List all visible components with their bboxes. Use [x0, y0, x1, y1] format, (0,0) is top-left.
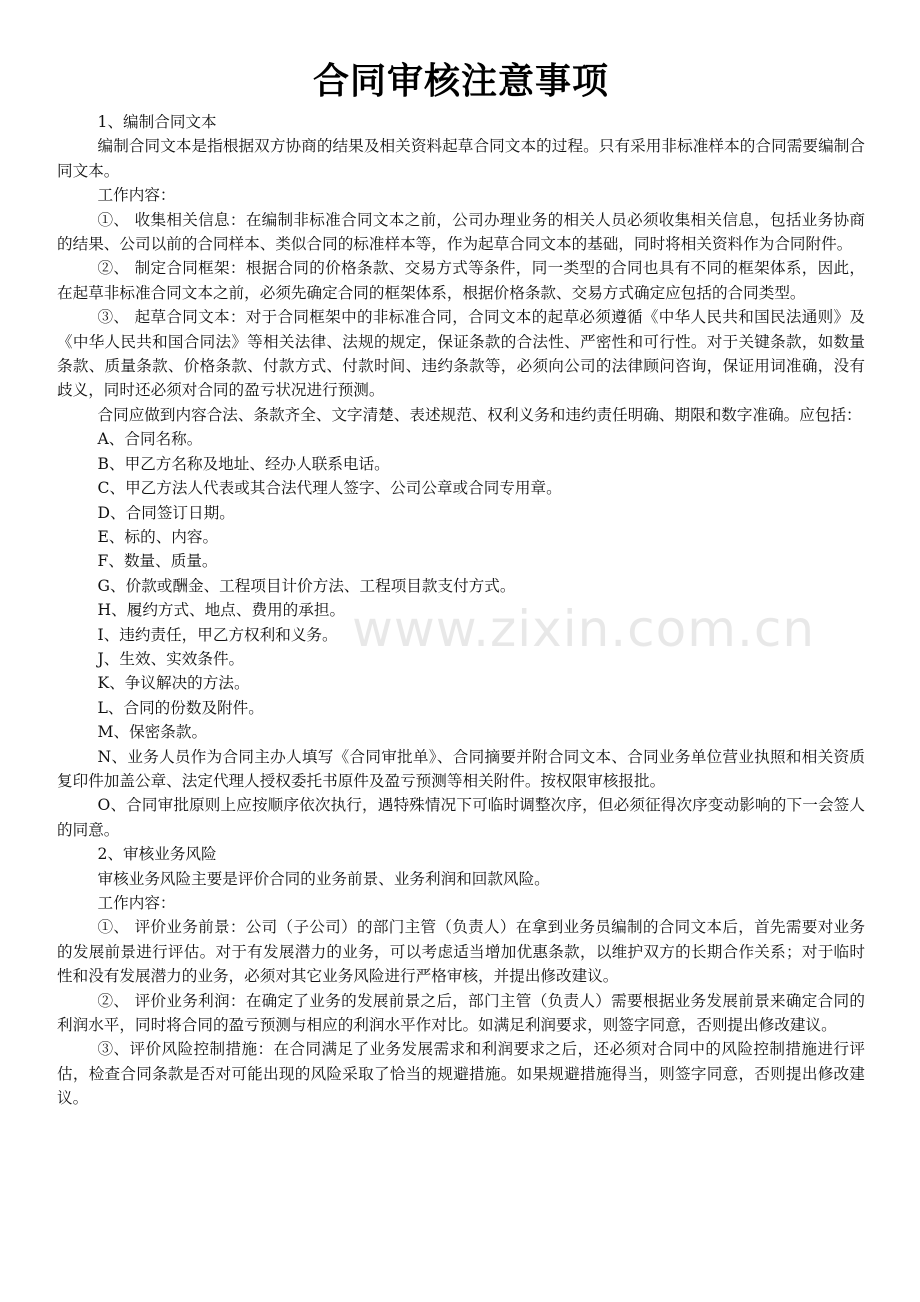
list-item: O、合同审批原则上应按顺序依次执行，遇特殊情况下可临时调整次序，但必须征得次序变动影响的下一会签人的同意。: [57, 796, 865, 839]
paragraph: 审核业务风险主要是评价合同的业务前景、业务利润和回款风险。: [97, 869, 550, 888]
list-item: H、履约方式、地点、费用的承担。: [97, 601, 346, 620]
list-item: A、合同名称。: [97, 430, 203, 449]
document-title: 合同审核注意事项: [312, 61, 609, 102]
list-item: D、合同签订日期。: [97, 503, 235, 522]
section-heading-2: 2、审核业务风险: [97, 845, 217, 864]
list-item: ③、 起草合同文本：对于合同框架中的非标准合同，合同文本的起草必须遵循《中华人民共和国民法通则》及《中华人民共和国合同法》等相关法律、法规的规定，保证条款的合法性、严密性和可行性。对于关键条款，如数量条款、质量条款、价格条款、付款方式、付款时间、违约条款等，必须向公司的法律顾问咨询，保证用词准确，没有歧义，同时还必须对合同的盈亏状况进行预测。: [57, 308, 865, 400]
paragraph: 合同应做到内容合法、条款齐全、文字清楚、表述规范、权利义务和违约责任明确、期限和数字准确。应包括：: [97, 405, 862, 424]
list-item: ①、 收集相关信息：在编制非标准合同文本之前，公司办理业务的相关人员必须收集相关信息，包括业务协商的结果、公司以前的合同样本、类似合同的标准样本等，作为起草合同文本的基础，同时将相关资料作为合同附件。: [57, 210, 865, 254]
list-item: K、争议解决的方法。: [97, 674, 250, 693]
list-item: ①、 评价业务前景：公司（子公司）的部门主管（负责人）在拿到业务员编制的合同文本后，首先需要对业务的发展前景进行评估。对于有发展潜力的业务，可以考虑适当增加优惠条款，以维护双方的长期合作关系；对于临时性和没有发展潜力的业务，必须对其它业务风险进行严格审核，并提出修改建议。: [57, 918, 865, 986]
watermark: www.zixin.com.cn: [352, 600, 816, 658]
list-item: F、数量、质量。: [97, 552, 218, 571]
list-item: B、甲乙方名称及地址、经办人联系电话。: [97, 454, 390, 473]
list-item: G、价款或酬金、工程项目计价方法、工程项目款支付方式。: [97, 576, 516, 595]
list-item: L、合同的份数及附件。: [97, 698, 264, 717]
list-item: J、生效、实效条件。: [97, 649, 245, 668]
list-item: I、违约责任，甲乙方权利和义务。: [97, 625, 338, 644]
work-content-label: 工作内容：: [97, 894, 176, 912]
work-content-label: 工作内容：: [97, 186, 176, 205]
list-item: C、甲乙方法人代表或其合法代理人签字、公司公章或合同专用章。: [97, 479, 562, 498]
list-item: ②、 评价业务利润：在确定了业务的发展前景之后，部门主管（负责人）需要根据业务发展前景来确定合同的利润水平，同时将合同的盈亏预测与相应的利润水平作对比。如满足利润要求，则签字同意，否则提出修改建议。: [57, 991, 865, 1035]
document-page: [57, 56, 865, 1111]
list-item: E、标的、内容。: [97, 527, 219, 546]
list-item: ③、评价风险控制措施：在合同满足了业务发展需求和利润要求之后，还必须对合同中的风险控制措施进行评估，检查合同条款是否对可能出现的风险采取了恰当的规避措施。如果规避措施得当，则签字同意，否则提出修改建议。: [57, 1040, 865, 1108]
list-item: ②、 制定合同框架：根据合同的价格条款、交易方式等条件，同一类型的合同也具有不同的框架体系，因此，在起草非标准合同文本之前，必须先确定合同的框架体系，根据价格条款、交易方式确定应包括的合同类型。: [57, 259, 865, 302]
document-body: [57, 110, 865, 1111]
list-item: N、业务人员作为合同主办人填写《合同审批单》、合同摘要并附合同文本、合同业务单位营业执照和相关资质复印件加盖公章、法定代理人授权委托书原件及盈亏预测等相关附件。按权限审核报批。: [57, 747, 865, 790]
list-item: M、保密条款。: [97, 723, 208, 742]
section-heading-1: 1、编制合同文本: [97, 113, 217, 131]
paragraph: 编制合同文本是指根据双方协商的结果及相关资料起草合同文本的过程。只有采用非标准样本的合同需要编制合同文本。: [57, 137, 865, 180]
